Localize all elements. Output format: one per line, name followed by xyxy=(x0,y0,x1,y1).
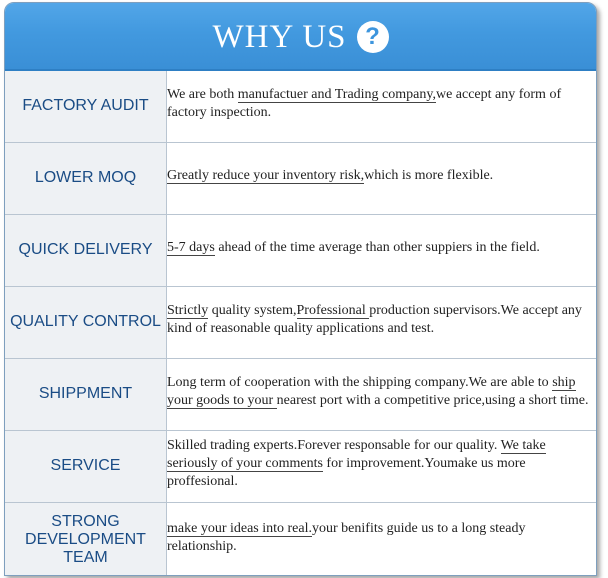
header-title: WHY US xyxy=(212,18,347,55)
row-label-quality-control: QUALITY CONTROL xyxy=(5,286,167,358)
row-label-lower-moq: LOWER MOQ xyxy=(5,142,167,214)
table-row xyxy=(5,502,596,576)
row-label-service: SERVICE xyxy=(5,430,167,502)
question-icon: ? xyxy=(357,21,389,53)
row-description: make your ideas into real.your benifits guide us to a long steady relationship. xyxy=(167,502,597,576)
header-banner xyxy=(5,3,596,71)
row-label-strong-development-team: STRONG DEVELOPMENT TEAM xyxy=(5,502,167,576)
table-row xyxy=(5,214,596,286)
table-row xyxy=(5,71,596,142)
row-description: Strictly quality system,Professional production supervisors.We accept any kind of reasonable quality applications and test. xyxy=(167,286,597,358)
row-label-factory-audit: FACTORY AUDIT xyxy=(5,71,167,142)
table-row xyxy=(5,430,596,502)
row-description: Greatly reduce your inventory risk,which is more flexible. xyxy=(167,142,597,214)
table-row xyxy=(5,358,596,430)
row-label-quick-delivery: QUICK DELIVERY xyxy=(5,214,167,286)
table-row xyxy=(5,286,596,358)
row-description: Long term of cooperation with the shipping company.We are able to ship your goods to your nearest port with a competitive price,using a short time. xyxy=(167,358,597,430)
table-row xyxy=(5,142,596,214)
row-description: 5-7 days ahead of the time average than other suppiers in the field. xyxy=(167,214,597,286)
why-us-card xyxy=(4,2,597,576)
row-description: Skilled trading experts.Forever responsable for our quality. We take seriously of your comments for improvement.Youmake us more proffesional. xyxy=(167,430,597,502)
row-label-shippment: SHIPPMENT xyxy=(5,358,167,430)
row-description: We are both manufactuer and Trading company,we accept any form of factory inspection. xyxy=(167,71,597,142)
features-table xyxy=(5,71,596,576)
